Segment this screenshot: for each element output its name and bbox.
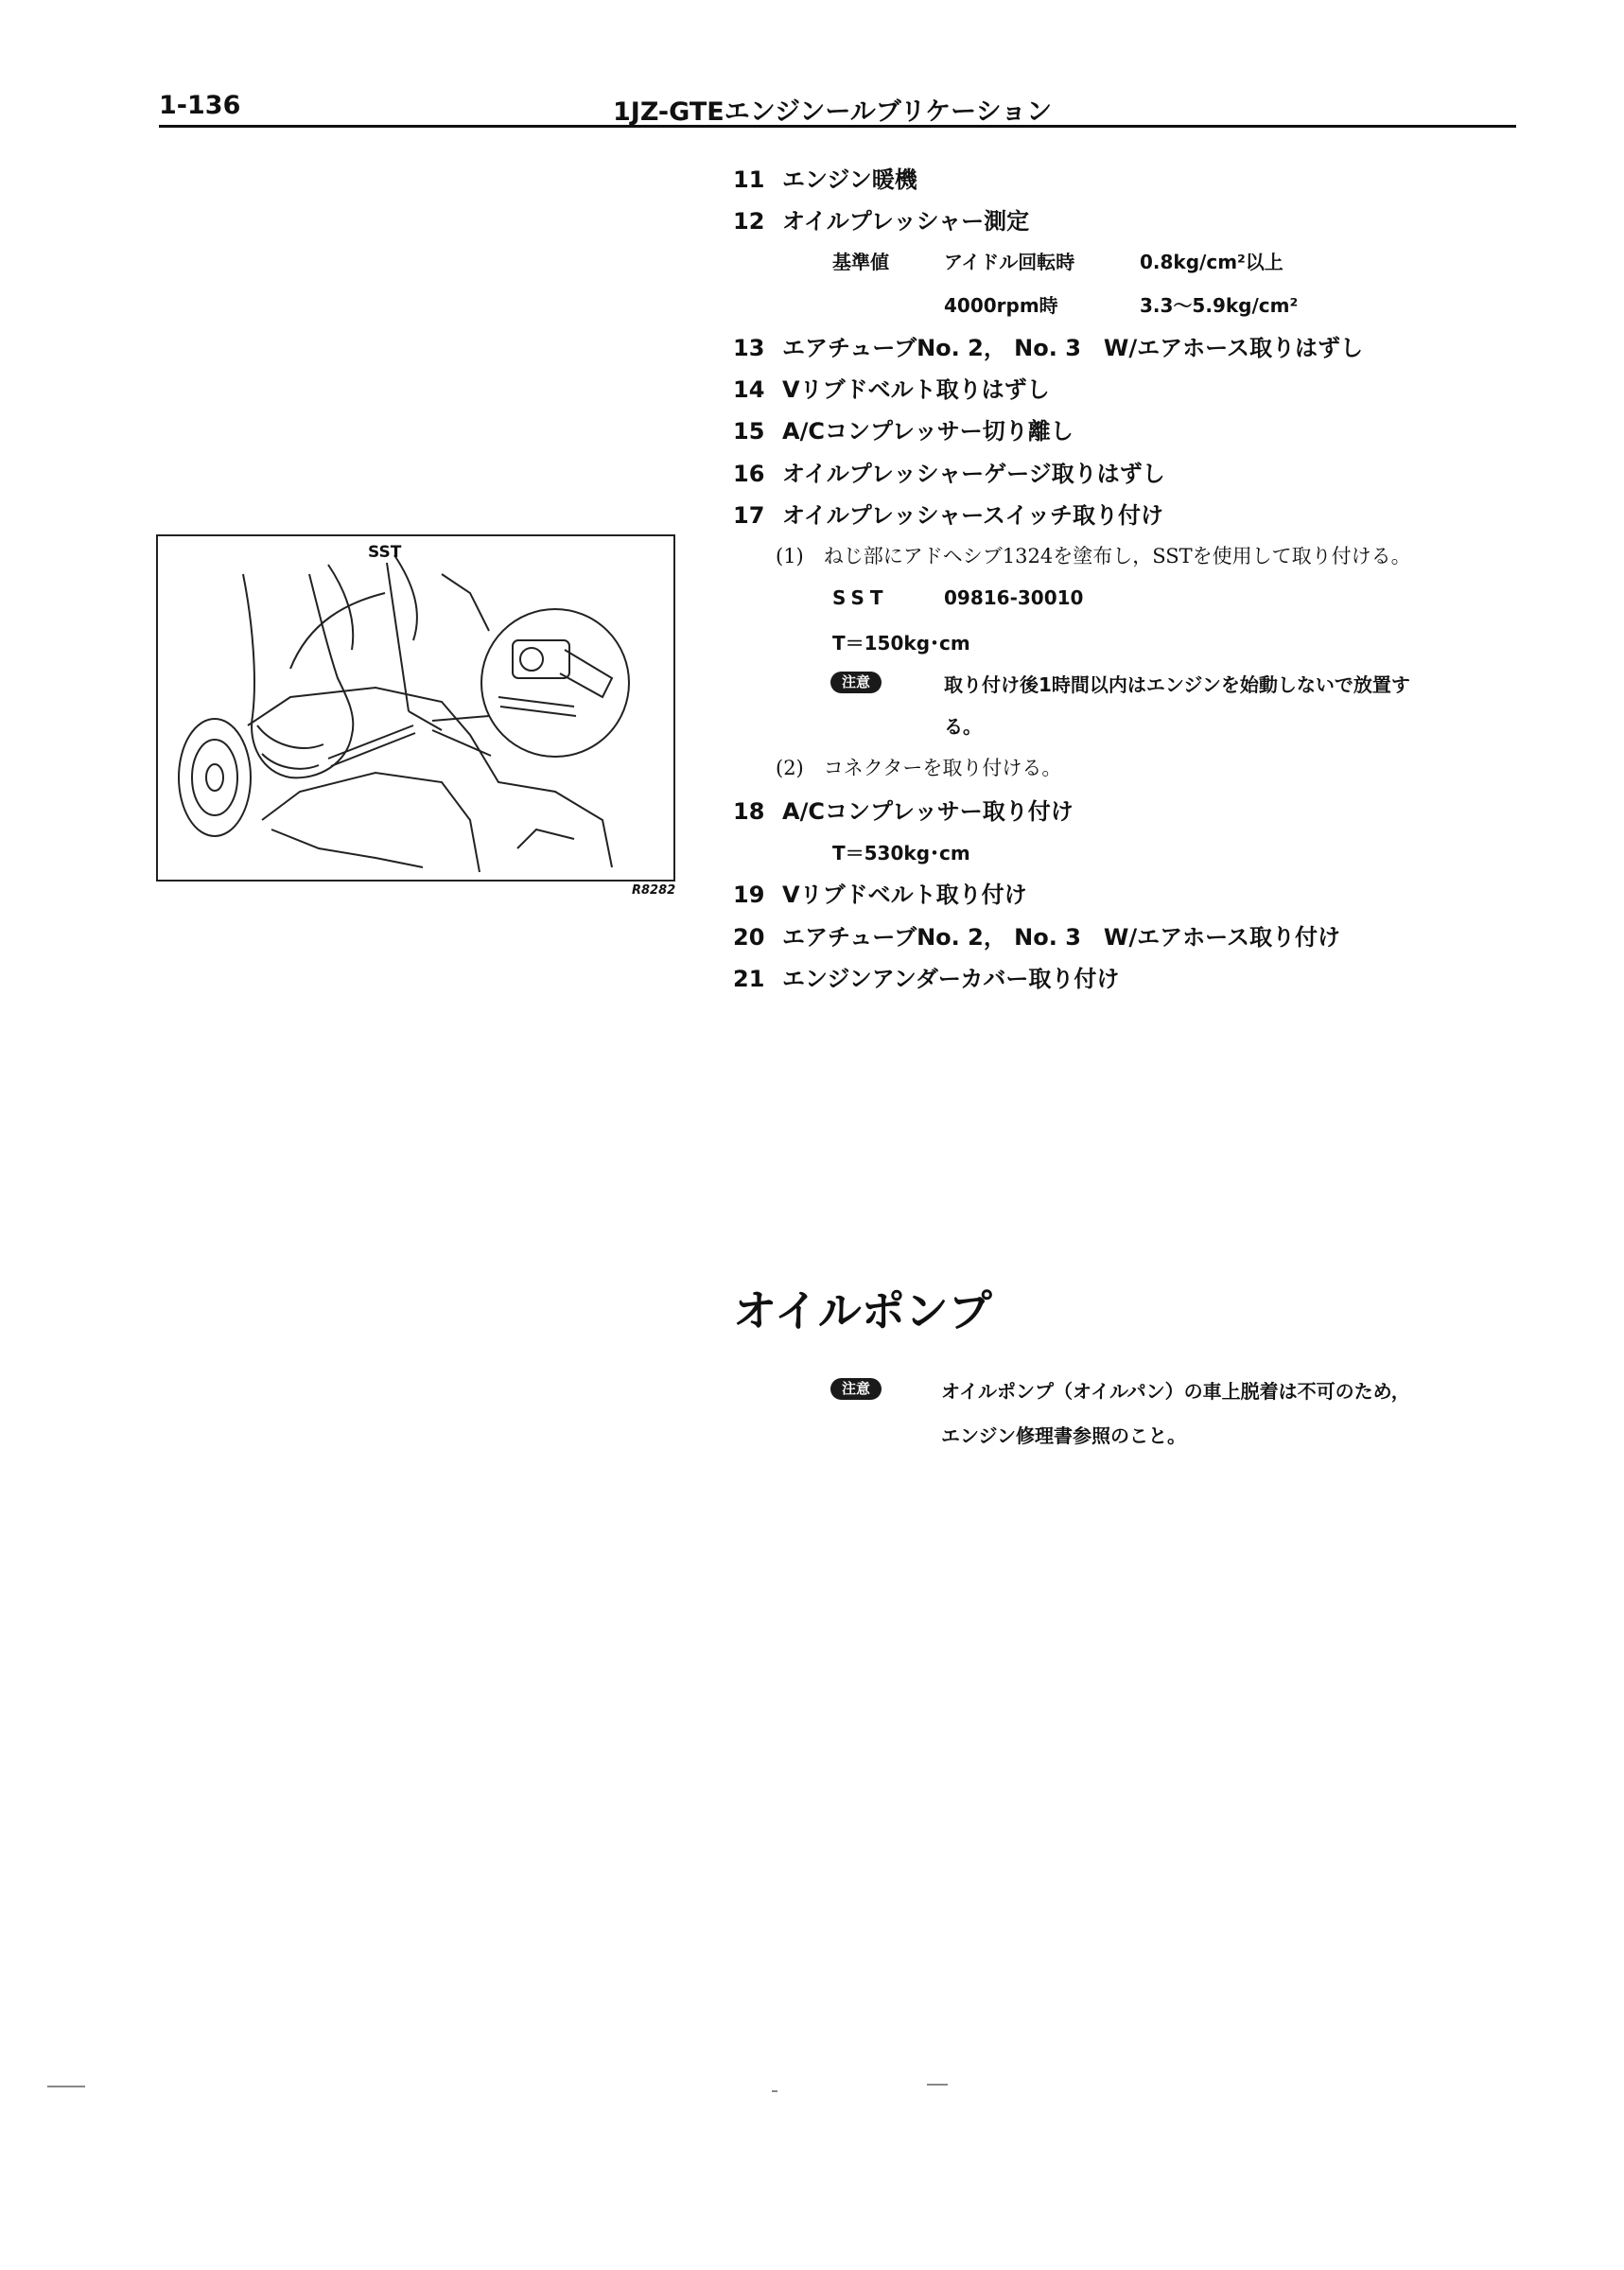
section-note-line2: エンジン修理書参照のこと。: [941, 1424, 1186, 1447]
step-text: エンジンアンダーカバー取り付け: [782, 966, 1120, 992]
section-caution-badge: 注意: [830, 1378, 882, 1400]
step-text: オイルプレッシャースイッチ取り付け: [782, 502, 1163, 529]
step-text: A/Cコンプレッサー取り付け: [782, 798, 1074, 825]
step-text: エンジン暖機: [782, 166, 917, 193]
step-16: [733, 455, 1165, 488]
step-number: 19: [733, 882, 765, 908]
step-text: Vリブドベルト取り付け: [782, 882, 1027, 908]
step-number: 13: [733, 335, 765, 361]
step-number: 20: [733, 924, 765, 951]
illustration-figure: [156, 534, 675, 882]
step-text: エアチューブNo. 2， No. 3 W/エアホース取りはずし: [782, 335, 1363, 361]
scan-mark: [47, 2086, 85, 2087]
step-13: [733, 329, 1363, 362]
header-rule: [159, 125, 1516, 128]
step-21: [733, 960, 1119, 993]
step-text: オイルプレッシャー測定: [782, 208, 1030, 235]
sst-value: 09816-30010: [944, 586, 1084, 609]
step17-torque: T＝150kg･cm: [832, 632, 970, 655]
caution-badge: 注意: [830, 672, 882, 693]
step18-torque: T＝530kg･cm: [832, 842, 970, 864]
step-text: Vリブドベルト取りはずし: [782, 376, 1050, 403]
step17-sub2: (2) コネクターを取り付ける。: [776, 757, 1062, 779]
step-text: オイルプレッシャーゲージ取りはずし: [782, 461, 1165, 487]
spec-label: 基準値: [832, 251, 889, 273]
figure-sst-label: SST: [368, 543, 402, 562]
step-number: 18: [733, 798, 765, 825]
step-number: 17: [733, 502, 765, 529]
step-number: 11: [733, 166, 765, 193]
step-number: 21: [733, 966, 765, 992]
scan-mark: [772, 2090, 777, 2092]
sst-label: SST: [832, 586, 889, 609]
page-number: 1-136: [159, 91, 241, 120]
section-title: オイルポンプ: [733, 1285, 992, 1336]
step-number: 14: [733, 376, 765, 403]
step-19: [733, 876, 1027, 909]
step-text: エアチューブNo. 2， No. 3 W/エアホース取り付け: [782, 924, 1340, 951]
page-header-title: 1JZ-GTEエンジンールブリケーション: [613, 97, 1053, 127]
step-17: [733, 497, 1163, 530]
step-14: [733, 371, 1050, 404]
step17-note-line1: 取り付け後1時間以内はエンジンを始動しないで放置す: [944, 673, 1410, 696]
spec-row2-condition: 4000rpm時: [944, 294, 1058, 317]
step-12: [733, 202, 1029, 236]
step-18: [733, 793, 1074, 826]
step-number: 15: [733, 418, 765, 445]
step-15: [733, 412, 1074, 445]
figure-code: R8282: [632, 883, 676, 898]
step17-note-line2: る。: [944, 715, 982, 738]
spec-row2-value: 3.3〜5.9kg/cm²: [1140, 294, 1299, 317]
scan-mark: [927, 2084, 948, 2086]
engine-illustration: [158, 536, 673, 880]
step-20: [733, 918, 1340, 952]
spec-row1-value: 0.8kg/cm²以上: [1140, 251, 1283, 273]
step17-sub1: (1) ねじ部にアドヘシブ1324を塗布し，SSTを使用して取り付ける。: [776, 545, 1411, 568]
step-11: [733, 161, 917, 194]
step-number: 16: [733, 461, 765, 487]
spec-row1-condition: アイドル回転時: [944, 251, 1075, 273]
section-note-line1: オイルポンプ（オイルパン）の車上脱着は不可のため，: [941, 1380, 1410, 1403]
step-text: A/Cコンプレッサー切り離し: [782, 418, 1074, 445]
step-number: 12: [733, 208, 765, 235]
